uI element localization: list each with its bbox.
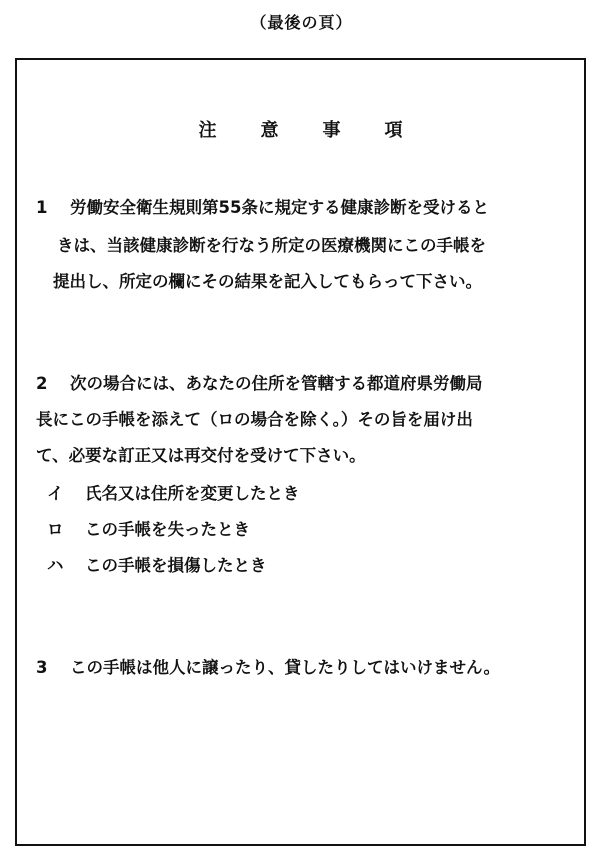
notice-title: 注意事項 <box>198 120 447 141</box>
subitem-c-mark: ハ <box>47 556 64 575</box>
item-2-subitem-a <box>47 484 300 504</box>
item-3-number: 3 <box>36 658 48 677</box>
item-2-subitem-c <box>47 556 267 576</box>
page-label: （最後の頁） <box>250 13 353 32</box>
subitem-a-mark: イ <box>47 484 64 503</box>
subitem-c-text: この手帳を損傷したとき <box>85 556 267 575</box>
item-2-subitem-b <box>47 520 250 540</box>
item-1-line-2: きは、当該健康診断を行なう所定の医療機関にこの手帳を <box>57 236 486 255</box>
item-2-number: 2 <box>36 374 48 393</box>
subitem-a-text: 氏名又は住所を変更したとき <box>85 484 300 503</box>
subitem-b-mark: ロ <box>47 520 64 539</box>
item-2-line-1 <box>36 374 483 394</box>
item-1-line-3: 提出し、所定の欄にその結果を記入してもらって下さい。 <box>53 272 482 291</box>
subitem-b-text: この手帳を失ったとき <box>85 520 250 539</box>
item-2-line-2: 長にこの手帳を添えて（ロの場合を除く。）その旨を届け出 <box>36 410 473 429</box>
item-1-text-line-1: 労働安全衛生規則第55条に規定する健康診断を受けると <box>70 198 489 217</box>
item-2-line-3: て、必要な訂正又は再交付を受けて下さい。 <box>36 446 366 465</box>
item-1-number: 1 <box>36 198 48 217</box>
item-1-line-1 <box>36 198 489 218</box>
item-3-text-line-1: この手帳は他人に譲ったり、貸したりしてはいけません。 <box>70 658 500 677</box>
item-3-line-1 <box>36 658 500 678</box>
item-2-text-line-1: 次の場合には、あなたの住所を管轄する都道府県労働局 <box>70 374 483 393</box>
notice-frame <box>15 58 586 846</box>
